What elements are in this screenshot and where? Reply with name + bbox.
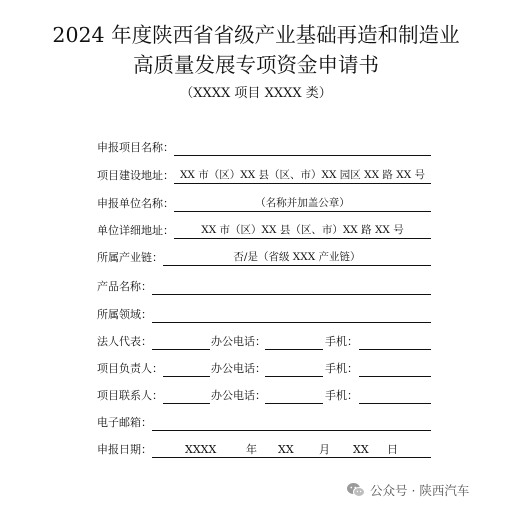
- unit-address-label: 单位详细地址：: [97, 224, 174, 237]
- contact-label: 项目联系人：: [97, 389, 163, 402]
- document-title-line1: 2024 年度陕西省省级产业基础再造和制造业: [52, 23, 460, 47]
- chain-label: 所属产业链：: [97, 251, 163, 264]
- lead-mobile-label: 手机：: [325, 362, 358, 375]
- date-month-unit: 月: [319, 443, 330, 456]
- email-field[interactable]: [152, 415, 431, 431]
- date-month-value: XX: [278, 443, 294, 456]
- lead-office-phone-field[interactable]: [265, 361, 323, 377]
- unit-field[interactable]: （名称并加盖公章）: [174, 196, 431, 212]
- project-lead-field[interactable]: [163, 361, 210, 377]
- project-name-field[interactable]: [174, 140, 431, 156]
- legal-mobile-label: 手机：: [325, 335, 358, 348]
- document-subtitle: （XXXX 项目 XXXX 类）: [180, 86, 332, 101]
- contact-field[interactable]: [163, 388, 210, 404]
- field-label: 所属领域：: [97, 308, 152, 321]
- date-year-unit: 年: [246, 443, 257, 456]
- contact-mobile-field[interactable]: [359, 388, 431, 404]
- lead-mobile-field[interactable]: [359, 361, 431, 377]
- watermark: [346, 481, 469, 499]
- contact-mobile-label: 手机：: [325, 389, 358, 402]
- product-label: 产品名称：: [97, 280, 152, 293]
- project-name-label: 申报项目名称：: [97, 141, 174, 154]
- date-day-value: XX: [353, 443, 369, 456]
- chain-field[interactable]: 否/是（省级 XXX 产业链）: [163, 250, 431, 266]
- legal-office-phone-field[interactable]: [265, 334, 323, 350]
- product-field[interactable]: [152, 279, 431, 295]
- lead-office-phone-label: 办公电话：: [211, 362, 266, 375]
- project-lead-label: 项目负责人：: [97, 362, 163, 375]
- address-field[interactable]: XX 市（区）XX 县（区、市）XX 园区 XX 路 XX 号: [174, 168, 431, 184]
- legal-label: 法人代表：: [97, 335, 152, 348]
- legal-name-field[interactable]: [152, 334, 210, 350]
- contact-office-phone-label: 办公电话：: [211, 389, 266, 402]
- contact-office-phone-field[interactable]: [265, 388, 323, 404]
- date-day-unit: 日: [387, 443, 398, 456]
- field-field[interactable]: [152, 307, 431, 323]
- address-label: 项目建设地址：: [97, 169, 174, 182]
- date-label: 申报日期：: [97, 443, 152, 456]
- unit-label: 申报单位名称：: [97, 197, 174, 210]
- date-year-value: XXXX: [185, 443, 217, 456]
- unit-address-field[interactable]: XX 市（区）XX 县（区、市）XX 路 XX 号: [174, 223, 431, 239]
- watermark-text: 公众号 · 陕西汽车: [370, 483, 470, 498]
- document-title-line2: 高质量发展专项资金申请书: [133, 53, 379, 77]
- legal-office-phone-label: 办公电话：: [211, 335, 266, 348]
- legal-mobile-field[interactable]: [359, 334, 431, 350]
- email-label: 电子邮箱：: [97, 416, 152, 429]
- wechat-icon: [346, 482, 366, 498]
